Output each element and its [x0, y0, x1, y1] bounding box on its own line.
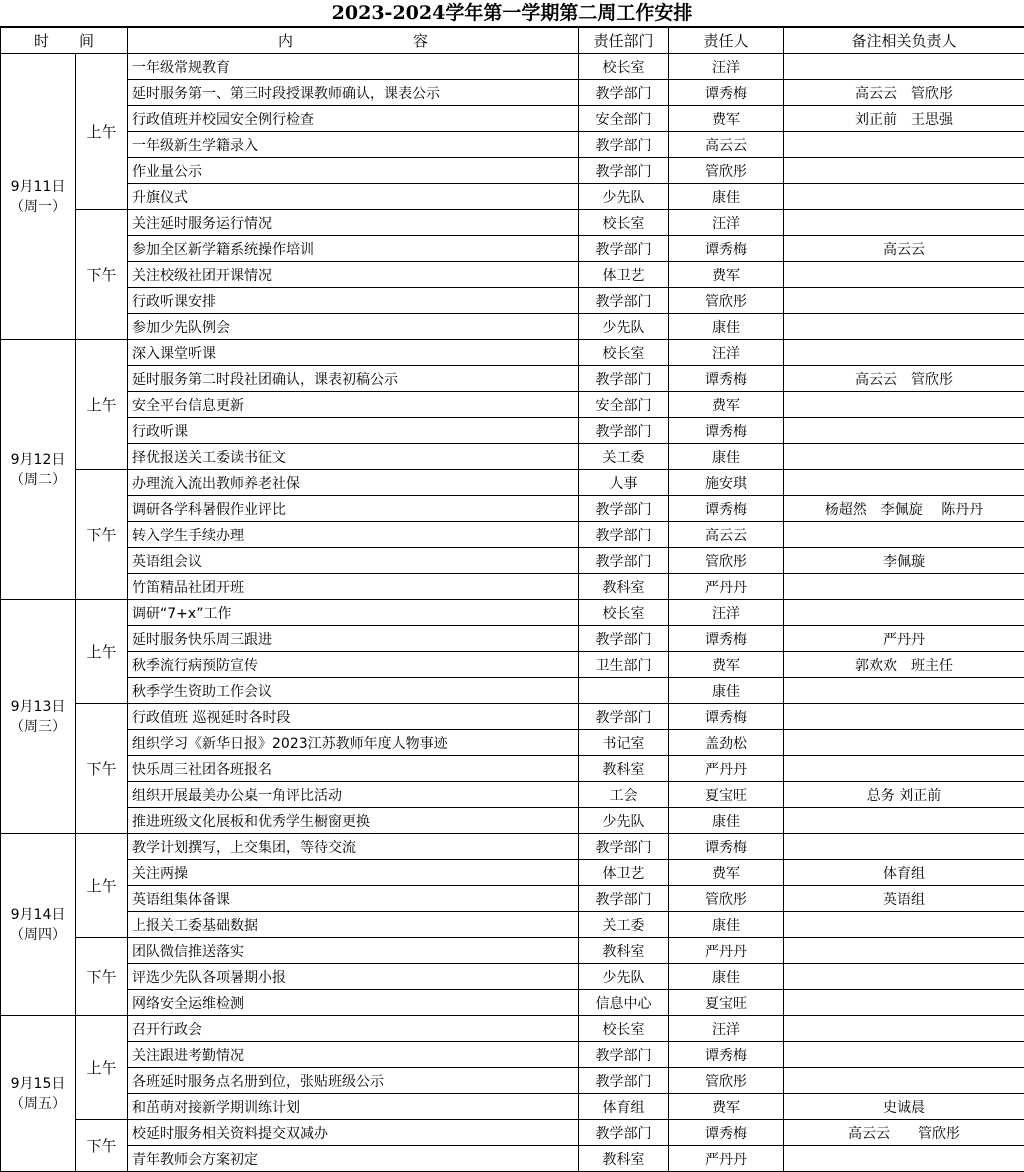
day-date: 9月12日 — [4, 450, 72, 470]
task-dept: 书记室 — [579, 730, 669, 756]
task-dept: 教学部门 — [579, 1120, 669, 1146]
task-person: 康佳 — [669, 444, 784, 470]
task-dept: 教科室 — [579, 756, 669, 782]
task-note — [784, 132, 1024, 158]
table-row — [1, 860, 1024, 886]
day-cell — [1, 54, 76, 340]
task-content: 组织学习《新华日报》2023江苏教师年度人物事迹 — [128, 730, 579, 756]
task-person: 施安琪 — [669, 470, 784, 496]
period-label: 下午 — [76, 210, 128, 340]
table-row — [1, 652, 1024, 678]
task-person: 费军 — [669, 652, 784, 678]
task-person: 盖劲松 — [669, 730, 784, 756]
task-content: 竹笛精品社团开班 — [128, 574, 579, 600]
table-row — [1, 132, 1024, 158]
task-dept: 体卫艺 — [579, 860, 669, 886]
task-content: 青年教师会方案初定 — [128, 1146, 579, 1172]
task-person: 汪洋 — [669, 54, 784, 80]
task-dept: 校长室 — [579, 340, 669, 366]
table-row — [1, 288, 1024, 314]
task-content: 调研各学科暑假作业评比 — [128, 496, 579, 522]
task-dept: 教学部门 — [579, 1068, 669, 1094]
table-row — [1, 418, 1024, 444]
task-person: 管欣彤 — [669, 288, 784, 314]
task-person: 谭秀梅 — [669, 236, 784, 262]
header-note: 备注相关负责人 — [784, 28, 1024, 54]
day-cell — [1, 1016, 76, 1172]
task-note: 郭欢欢 班主任 — [784, 652, 1024, 678]
day-date: 9月11日 — [4, 177, 72, 197]
table-row — [1, 262, 1024, 288]
task-person: 康佳 — [669, 314, 784, 340]
task-dept: 教学部门 — [579, 704, 669, 730]
task-dept: 教学部门 — [579, 548, 669, 574]
period-label: 上午 — [76, 834, 128, 938]
task-person: 谭秀梅 — [669, 418, 784, 444]
task-note — [784, 834, 1024, 860]
table-row — [1, 106, 1024, 132]
task-content: 参加全区新学籍系统操作培训 — [128, 236, 579, 262]
task-content: 升旗仪式 — [128, 184, 579, 210]
table-row — [1, 366, 1024, 392]
task-content: 关注两操 — [128, 860, 579, 886]
task-dept: 少先队 — [579, 184, 669, 210]
day-date: 9月14日 — [4, 905, 72, 925]
task-note — [784, 574, 1024, 600]
task-person: 夏宝旺 — [669, 782, 784, 808]
day-weekday: （周五） — [4, 1094, 72, 1114]
table-row — [1, 730, 1024, 756]
table-row — [1, 886, 1024, 912]
task-note — [784, 1068, 1024, 1094]
table-row — [1, 470, 1024, 496]
task-content: 行政听课 — [128, 418, 579, 444]
task-note — [784, 470, 1024, 496]
task-note — [784, 912, 1024, 938]
table-row — [1, 392, 1024, 418]
task-note — [784, 392, 1024, 418]
task-note — [784, 314, 1024, 340]
header-content: 内 容 — [128, 28, 579, 54]
task-content: 和茁萌对接新学期训练计划 — [128, 1094, 579, 1120]
header-dept: 责任部门 — [579, 28, 669, 54]
task-note — [784, 756, 1024, 782]
day-weekday: （周三） — [4, 717, 72, 737]
task-dept: 教学部门 — [579, 496, 669, 522]
table-row — [1, 236, 1024, 262]
period-label: 上午 — [76, 340, 128, 470]
task-person: 费军 — [669, 106, 784, 132]
task-person: 康佳 — [669, 184, 784, 210]
task-dept: 教学部门 — [579, 366, 669, 392]
table-row — [1, 600, 1024, 626]
task-dept: 人事 — [579, 470, 669, 496]
task-dept: 教学部门 — [579, 418, 669, 444]
period-label: 上午 — [76, 600, 128, 704]
task-note: 史诚晨 — [784, 1094, 1024, 1120]
task-note — [784, 288, 1024, 314]
task-content: 推进班级文化展板和优秀学生橱窗更换 — [128, 808, 579, 834]
day-weekday: （周一） — [4, 197, 72, 217]
task-note — [784, 704, 1024, 730]
schedule-body — [1, 54, 1024, 1172]
period-label: 下午 — [76, 1120, 128, 1172]
table-row — [1, 704, 1024, 730]
header-person: 责任人 — [669, 28, 784, 54]
task-content: 延时服务快乐周三跟进 — [128, 626, 579, 652]
task-content: 教学计划撰写，上交集团，等待交流 — [128, 834, 579, 860]
task-person: 康佳 — [669, 808, 784, 834]
task-content: 召开行政会 — [128, 1016, 579, 1042]
task-dept: 关工委 — [579, 444, 669, 470]
task-person: 严丹丹 — [669, 574, 784, 600]
task-person: 谭秀梅 — [669, 496, 784, 522]
task-note: 刘正前 王思强 — [784, 106, 1024, 132]
day-weekday: （周四） — [4, 925, 72, 945]
task-dept — [579, 678, 669, 704]
task-dept: 安全部门 — [579, 106, 669, 132]
task-content: 秋季学生资助工作会议 — [128, 678, 579, 704]
task-note — [784, 1016, 1024, 1042]
task-note: 李佩璇 — [784, 548, 1024, 574]
table-row — [1, 782, 1024, 808]
task-note — [784, 444, 1024, 470]
task-person: 谭秀梅 — [669, 1042, 784, 1068]
task-content: 一年级新生学籍录入 — [128, 132, 579, 158]
task-content: 上报关工委基础数据 — [128, 912, 579, 938]
task-person: 管欣彤 — [669, 1068, 784, 1094]
task-note: 高云云 管欣彤 — [784, 80, 1024, 106]
table-row — [1, 938, 1024, 964]
task-dept: 教科室 — [579, 938, 669, 964]
task-note: 高云云 — [784, 236, 1024, 262]
table-row — [1, 626, 1024, 652]
task-person: 费军 — [669, 860, 784, 886]
task-content: 转入学生手续办理 — [128, 522, 579, 548]
task-content: 延时服务第一、第三时段授课教师确认，课表公示 — [128, 80, 579, 106]
task-person: 康佳 — [669, 678, 784, 704]
task-note — [784, 600, 1024, 626]
task-dept: 少先队 — [579, 808, 669, 834]
table-row — [1, 444, 1024, 470]
task-note: 英语组 — [784, 886, 1024, 912]
table-row — [1, 1120, 1024, 1146]
task-note: 严丹丹 — [784, 626, 1024, 652]
table-row — [1, 548, 1024, 574]
task-person: 汪洋 — [669, 210, 784, 236]
table-row — [1, 340, 1024, 366]
task-note — [784, 54, 1024, 80]
task-dept: 少先队 — [579, 964, 669, 990]
schedule-table — [0, 27, 1024, 1172]
task-person: 谭秀梅 — [669, 626, 784, 652]
task-content: 网络安全运维检测 — [128, 990, 579, 1016]
task-dept: 教学部门 — [579, 288, 669, 314]
task-person: 谭秀梅 — [669, 834, 784, 860]
task-person: 汪洋 — [669, 600, 784, 626]
task-person: 严丹丹 — [669, 1146, 784, 1172]
task-content: 安全平台信息更新 — [128, 392, 579, 418]
task-dept: 卫生部门 — [579, 652, 669, 678]
task-content: 参加少先队例会 — [128, 314, 579, 340]
task-person: 谭秀梅 — [669, 704, 784, 730]
task-content: 深入课堂听课 — [128, 340, 579, 366]
task-dept: 教学部门 — [579, 1042, 669, 1068]
table-row — [1, 1094, 1024, 1120]
task-note — [784, 210, 1024, 236]
task-person: 严丹丹 — [669, 756, 784, 782]
task-person: 费军 — [669, 392, 784, 418]
task-dept: 关工委 — [579, 912, 669, 938]
task-person: 管欣彤 — [669, 548, 784, 574]
task-content: 行政听课安排 — [128, 288, 579, 314]
header-time: 时 间 — [1, 28, 128, 54]
task-dept: 校长室 — [579, 54, 669, 80]
task-dept: 教科室 — [579, 574, 669, 600]
task-dept: 体育组 — [579, 1094, 669, 1120]
table-row — [1, 990, 1024, 1016]
table-row — [1, 574, 1024, 600]
task-note — [784, 808, 1024, 834]
task-dept: 工会 — [579, 782, 669, 808]
period-label: 下午 — [76, 938, 128, 1016]
task-dept: 信息中心 — [579, 990, 669, 1016]
task-note — [784, 522, 1024, 548]
task-person: 费军 — [669, 1094, 784, 1120]
task-dept: 教学部门 — [579, 236, 669, 262]
task-note — [784, 340, 1024, 366]
day-cell — [1, 340, 76, 600]
task-note — [784, 158, 1024, 184]
table-row — [1, 834, 1024, 860]
table-row — [1, 184, 1024, 210]
task-content: 秋季流行病预防宣传 — [128, 652, 579, 678]
table-row — [1, 678, 1024, 704]
task-dept: 教学部门 — [579, 834, 669, 860]
day-cell — [1, 834, 76, 1016]
task-note: 高云云 管欣彤 — [784, 366, 1024, 392]
task-content: 评选少先队各项暑期小报 — [128, 964, 579, 990]
task-note — [784, 938, 1024, 964]
task-dept: 教学部门 — [579, 886, 669, 912]
task-person: 谭秀梅 — [669, 80, 784, 106]
task-content: 行政值班 巡视延时各时段 — [128, 704, 579, 730]
table-row — [1, 1016, 1024, 1042]
period-label: 上午 — [76, 1016, 128, 1120]
task-content: 办理流入流出教师养老社保 — [128, 470, 579, 496]
task-note — [784, 1146, 1024, 1172]
table-row — [1, 54, 1024, 80]
task-note — [784, 418, 1024, 444]
task-note: 高云云 管欣彤 — [784, 1120, 1024, 1146]
task-person: 汪洋 — [669, 340, 784, 366]
task-dept: 少先队 — [579, 314, 669, 340]
task-dept: 教学部门 — [579, 626, 669, 652]
period-label: 下午 — [76, 704, 128, 834]
task-content: 作业量公示 — [128, 158, 579, 184]
task-person: 谭秀梅 — [669, 1120, 784, 1146]
task-person: 严丹丹 — [669, 938, 784, 964]
task-dept: 体卫艺 — [579, 262, 669, 288]
task-note — [784, 730, 1024, 756]
period-label: 下午 — [76, 470, 128, 600]
task-dept: 校长室 — [579, 210, 669, 236]
task-content: 延时服务第二时段社团确认，课表初稿公示 — [128, 366, 579, 392]
task-dept: 教学部门 — [579, 132, 669, 158]
task-note: 杨超然 李佩旋 陈丹丹 — [784, 496, 1024, 522]
table-row — [1, 314, 1024, 340]
task-person: 康佳 — [669, 964, 784, 990]
task-content: 一年级常规教育 — [128, 54, 579, 80]
task-dept: 教学部门 — [579, 522, 669, 548]
task-note — [784, 678, 1024, 704]
task-content: 校延时服务相关资料提交双减办 — [128, 1120, 579, 1146]
task-person: 夏宝旺 — [669, 990, 784, 1016]
task-person: 汪洋 — [669, 1016, 784, 1042]
table-row — [1, 756, 1024, 782]
task-note — [784, 1042, 1024, 1068]
table-row — [1, 496, 1024, 522]
task-content: 行政值班并校园安全例行检查 — [128, 106, 579, 132]
day-date: 9月13日 — [4, 697, 72, 717]
table-row — [1, 1042, 1024, 1068]
task-dept: 校长室 — [579, 600, 669, 626]
task-content: 关注跟进考勤情况 — [128, 1042, 579, 1068]
task-dept: 教科室 — [579, 1146, 669, 1172]
task-note: 总务 刘正前 — [784, 782, 1024, 808]
task-person: 高云云 — [669, 132, 784, 158]
task-content: 各班延时服务点名册到位，张贴班级公示 — [128, 1068, 579, 1094]
period-label: 上午 — [76, 54, 128, 210]
day-cell — [1, 600, 76, 834]
task-person: 高云云 — [669, 522, 784, 548]
task-dept: 安全部门 — [579, 392, 669, 418]
task-content: 调研“7+x”工作 — [128, 600, 579, 626]
task-content: 团队微信推送落实 — [128, 938, 579, 964]
task-content: 组织开展最美办公桌一角评比活动 — [128, 782, 579, 808]
task-dept: 校长室 — [579, 1016, 669, 1042]
table-row — [1, 210, 1024, 236]
task-content: 英语组会议 — [128, 548, 579, 574]
task-note — [784, 990, 1024, 1016]
task-dept: 教学部门 — [579, 80, 669, 106]
day-weekday: （周二） — [4, 470, 72, 490]
task-person: 管欣彤 — [669, 886, 784, 912]
task-content: 英语组集体备课 — [128, 886, 579, 912]
task-note — [784, 964, 1024, 990]
table-row — [1, 912, 1024, 938]
task-note: 体育组 — [784, 860, 1024, 886]
table-row — [1, 522, 1024, 548]
page-title: 2023-2024学年第一学期第二周工作安排 — [0, 0, 1024, 27]
table-row — [1, 80, 1024, 106]
table-row — [1, 808, 1024, 834]
table-row — [1, 158, 1024, 184]
task-person: 费军 — [669, 262, 784, 288]
task-note — [784, 184, 1024, 210]
table-row — [1, 1146, 1024, 1172]
task-content: 关注延时服务运行情况 — [128, 210, 579, 236]
task-dept: 教学部门 — [579, 158, 669, 184]
task-content: 关注校级社团开课情况 — [128, 262, 579, 288]
task-note — [784, 262, 1024, 288]
header-row — [1, 28, 1024, 54]
task-content: 择优报送关工委读书征文 — [128, 444, 579, 470]
task-person: 康佳 — [669, 912, 784, 938]
task-person: 谭秀梅 — [669, 366, 784, 392]
table-row — [1, 964, 1024, 990]
task-content: 快乐周三社团各班报名 — [128, 756, 579, 782]
table-row — [1, 1068, 1024, 1094]
day-date: 9月15日 — [4, 1074, 72, 1094]
task-person: 管欣彤 — [669, 158, 784, 184]
